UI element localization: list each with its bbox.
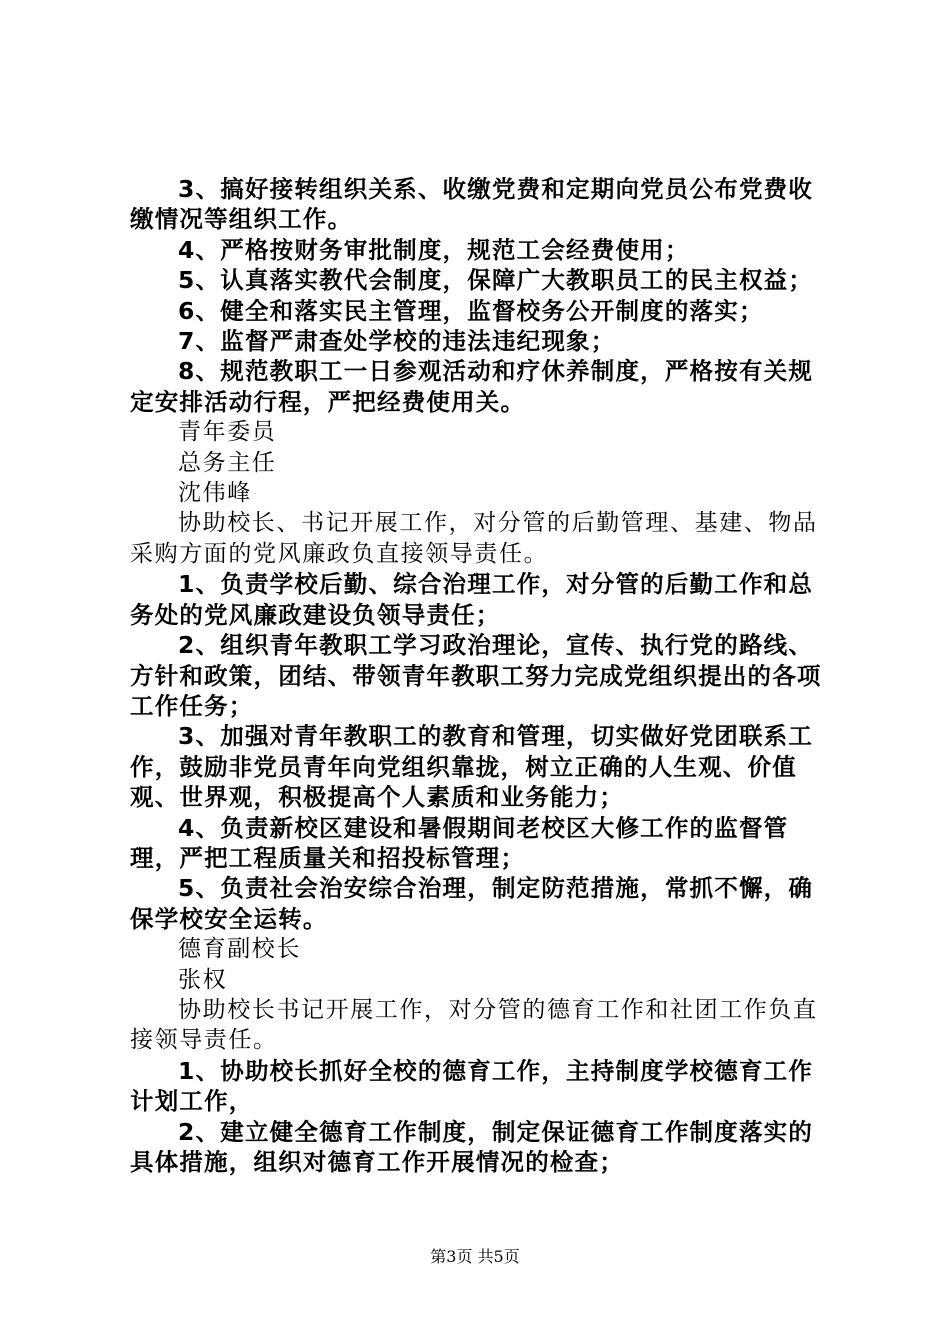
paragraph: 张权 — [178, 966, 228, 993]
paragraph: 沈伟峰 — [178, 480, 252, 507]
document-body — [130, 174, 834, 1177]
paragraph: 总务主任 — [178, 449, 277, 476]
paragraph: 3、加强对青年教职工的教育和管理，切实做好党团联系工作，鼓励非党员青年向党组织靠拢，树立正确的人生观、价值观、世界观，积极提高个人素质和业务能力； — [130, 722, 814, 812]
paragraph: 4、负责新校区建设和暑假期间老校区大修工作的监督管理，严把工程质量关和招投标管理； — [130, 813, 789, 872]
paragraph: 6、健全和落实民主管理，监督校务公开制度的落实； — [178, 296, 764, 325]
paragraph: 2、建立健全德育工作制度，制定保证德育工作制度落实的具体措施，组织对德育工作开展情况的检查； — [130, 1117, 814, 1176]
paragraph: 1、协助校长抓好全校的德育工作，主持制度学校德育工作计划工作， — [130, 1056, 814, 1116]
paragraph: 青年委员 — [178, 419, 277, 446]
paragraph: 5、负责社会治安综合治理，制定防范措施，常抓不懈，确保学校安全运转。 — [130, 874, 814, 933]
paragraph: 协助校长、书记开展工作，对分管的后勤管理、基建、物品采购方面的党风廉政负直接领导责任。 — [130, 510, 818, 567]
paragraph: 1、负责学校后勤、综合治理工作，对分管的后勤工作和总务处的党风廉政建设负领导责任； — [130, 570, 814, 629]
paragraph: 4、严格按财务审批制度，规范工会经费使用； — [178, 235, 690, 264]
paragraph: 5、认真落实教代会制度，保障广大教职员工的民主权益； — [178, 266, 814, 295]
page-footer: 第3页 共5页 — [430, 1247, 520, 1266]
paragraph: 德育副校长 — [178, 936, 301, 963]
paragraph: 8、规范教职工一日参观活动和疗休养制度，严格按有关规定安排活动行程，严把经费使用关。 — [130, 357, 814, 416]
paragraph: 协助校长书记开展工作，对分管的德育工作和社团工作负直接领导责任。 — [130, 996, 818, 1054]
paragraph: 2、组织青年教职工学习政治理论，宣传、执行党的路线、方针和政策，团结、带领青年教职工努力完成党组织提出的各项工作任务； — [130, 631, 822, 720]
paragraph: 7、监督严肃查处学校的违法违纪现象； — [178, 327, 616, 356]
paragraph: 3、搞好接转组织关系、收缴党费和定期向党员公布党费收缴情况等组织工作。 — [130, 175, 814, 234]
